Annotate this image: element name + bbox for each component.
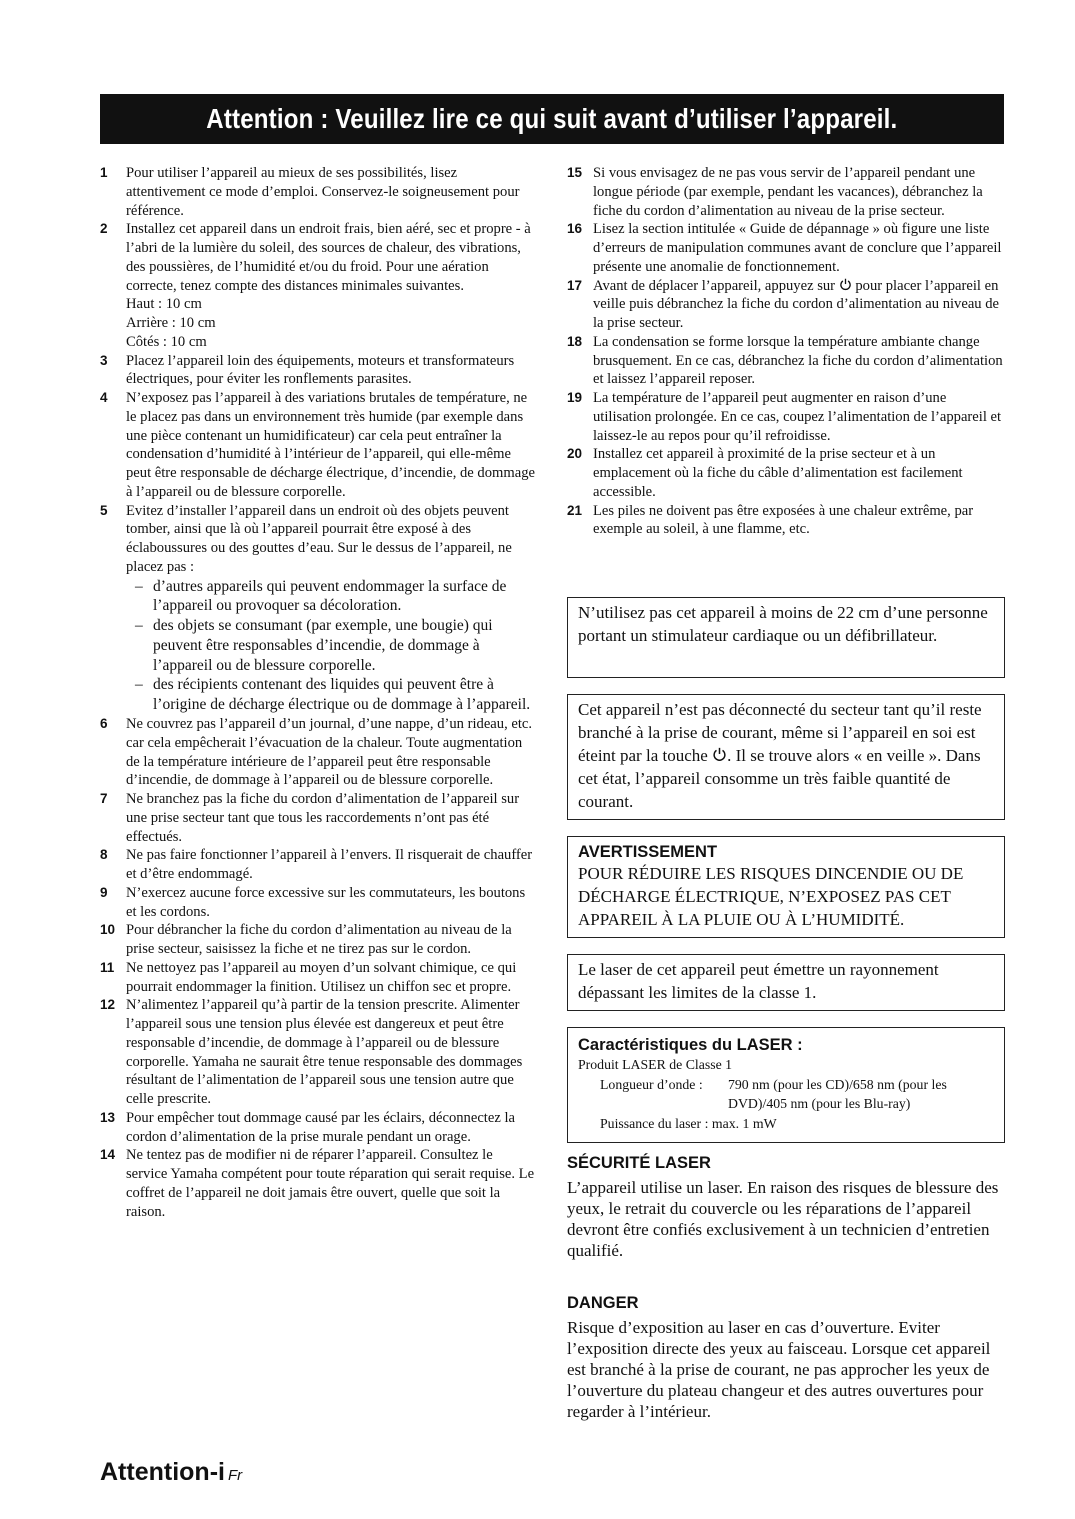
list-item-1 xyxy=(100,164,536,220)
dash-list-item: – des objets se consumant (par exemple, une bougie) qui peuvent être responsables d’incendie, de dommage à l’appareil ou de blessure corporelle. xyxy=(126,616,536,675)
item-number: 19 xyxy=(567,390,583,405)
laser-product-class: Produit LASER de Classe 1 xyxy=(578,1057,733,1072)
page-footer xyxy=(100,1458,242,1487)
item-number: 21 xyxy=(567,502,583,518)
dash-list-item: – d’autres appareils qui peuvent endommager la surface de l’appareil ou provoquer sa décoloration. xyxy=(126,577,536,617)
item-number: 2 xyxy=(100,221,108,237)
pacemaker-notice-text: N’utilisez pas cet appareil à moins de 22 cm d’une personne portant un stimulateur cardiaque ou un défibrillateur. xyxy=(578,603,988,645)
list-item-7 xyxy=(100,790,536,846)
item-number: 18 xyxy=(567,333,583,349)
item-text: Si vous envisagez de ne pas vous servir de l’appareil pendant une longue période (par exemple, pendant les vacances), débranchez la fiche du cordon d’alimentation au niveau de la prise secteur. xyxy=(593,165,983,219)
list-item-13 xyxy=(100,1109,536,1147)
pacemaker-notice-box xyxy=(567,597,1005,678)
laser-safety-text: L’appareil utilise un laser. En raison des risques de blessure des yeux, le retrait du couvercle ou les réparations de l’appareil devront être confiés exclusivement à un technicien d’entretien qualifié. xyxy=(567,1178,999,1260)
warning-heading: AVERTISSEMENT xyxy=(578,843,718,861)
list-item-6 xyxy=(100,715,536,790)
standby-notice-text xyxy=(578,698,994,813)
item-text: Placez l’appareil loin des équipements, moteurs et transformateurs électriques, pour éviter les ronflements parasites. xyxy=(126,352,515,388)
wavelength-label: Longueur d’onde : xyxy=(600,1076,703,1092)
list-item-10 xyxy=(100,921,536,959)
language-code: Fr xyxy=(227,1467,243,1484)
warning-box xyxy=(567,836,1005,938)
item-text: Pour empêcher tout dommage causé par les éclairs, déconnectez la cordon d’alimentation de la prise murale pendant un orage. xyxy=(126,1109,515,1145)
danger-heading: DANGER xyxy=(567,1294,639,1312)
wavelength-line-1: 790 nm (pour les CD)/658 nm (pour les xyxy=(728,1076,947,1092)
item-number: 13 xyxy=(100,1109,116,1125)
item-number: 4 xyxy=(100,390,108,405)
item-text: Ne nettoyez pas l’appareil au moyen d’un solvant chimique, ce qui pourrait endommager la finition. Utilisez un chiffon sec et propre. xyxy=(126,959,517,995)
list-item-9 xyxy=(100,884,536,922)
item-number: 20 xyxy=(567,446,583,462)
list-item-21 xyxy=(567,502,1005,540)
item-number: 3 xyxy=(100,352,108,368)
list-item-20 xyxy=(567,445,1005,501)
item-text: Installez cet appareil à proximité de la prise secteur et à un emplacement où la fiche du câble d’alimentation est facilement accessible. xyxy=(593,446,963,500)
list-item-5 xyxy=(100,502,536,716)
right-column xyxy=(567,164,1005,539)
standby-notice-box xyxy=(567,694,1005,820)
list-item-16 xyxy=(567,220,1005,276)
list-item-14 xyxy=(100,1146,536,1221)
list-item-8 xyxy=(100,846,536,884)
item-text: N’alimentez l’appareil qu’à partir de la tension prescrite. Alimenter l’appareil sous une tension plus élevée est dangereux et peut être responsable d’incendie, de dommage à l’appareil ou de blessure corporelle. Yamaha ne saurait être tenue responsable des dommages résultant de l’alimentation de l’appareil sous une tension autre que celle prescrite. xyxy=(126,997,523,1108)
list-item-3 xyxy=(100,352,536,390)
clearance-back: Arrière : 10 cm xyxy=(126,315,216,331)
clearance-sides: Côtés : 10 cm xyxy=(126,333,207,350)
wavelength-line-2: DVD)/405 nm (pour les Blu-ray) xyxy=(728,1096,911,1111)
item-number: 15 xyxy=(567,165,583,180)
page-title-banner xyxy=(100,94,1004,144)
item-text: Ne branchez pas la fiche du cordon d’alimentation de l’appareil sur une prise secteur tant que tous les raccordements n’ont pas été effectués. xyxy=(126,791,520,845)
list-item-11 xyxy=(100,959,536,997)
item-text: La température de l’appareil peut augmenter en raison d’une utilisation prolongée. En ce cas, coupez l’alimentation de l’appareil et laissez-le au repos pour qu’il refroidisse. xyxy=(593,390,1002,444)
laser-wavelength-row xyxy=(578,1075,994,1114)
dash-list-item: – des récipients contenant des liquides qui peuvent être à l’origine de décharge électrique ou de dommage à l’appareil. xyxy=(126,675,536,715)
item-text: Lisez la section intitulée « Guide de dépannage » où figure une liste d’erreurs de manipulation communes avant de conclure que l’appareil présente une anomalie de fonctionnement. xyxy=(593,221,1002,275)
item-number: 17 xyxy=(567,277,583,293)
item-number: 1 xyxy=(100,165,108,180)
item-number: 11 xyxy=(100,959,115,975)
item-text: Pour utiliser l’appareil au mieux de ses possibilités, lisez attentivement ce mode d’emploi. Conservez-le soigneusement pour référence. xyxy=(126,165,520,219)
power-icon xyxy=(712,747,727,762)
item-number: 5 xyxy=(100,502,108,518)
item-text-after: pour placer l’appareil en veille puis débranchez la fiche du cordon d’alimentation au niveau de la prise secteur. xyxy=(593,277,1000,331)
item-number: 9 xyxy=(100,884,108,900)
item-number: 12 xyxy=(100,997,116,1013)
laser-safety-heading: SÉCURITÉ LASER xyxy=(567,1154,711,1172)
item-number: 16 xyxy=(567,221,583,237)
item-number: 10 xyxy=(100,922,116,938)
warning-text: POUR RÉDUIRE LES RISQUES DINCENDIE OU DE DÉCHARGE ÉLECTRIQUE, N’EXPOSEZ PAS CET APPAREIL À LA PLUIE OU À L’HUMIDITÉ. xyxy=(578,864,964,929)
dash-list xyxy=(126,577,536,716)
laser-power: Puissance du laser : max. 1 mW xyxy=(600,1115,777,1131)
standby-text-before: Cet appareil n’est pas déconnecté du secteur tant qu’il reste branché à la prise de courant, même si l’appareil en soi est éteint par la touche xyxy=(578,700,982,765)
item-text: La condensation se forme lorsque la température ambiante change brusquement. En ce cas, débranchez la fiche du cordon d’alimentation et laissez l’appareil reposer. xyxy=(593,333,1003,388)
item-text: N’exposez pas l’appareil à des variations brutales de température, ne le placez pas dans un environnement très humide (par exemple dans une pièce contenant un humidificateur) car cela peut entraîner la condensation d’humidité à l’intérieur de l’appareil, qui elle-même peut être responsable de décharge électrique, d’incendie, de dommage à l’appareil ou de blessure corporelle. xyxy=(126,390,535,500)
standby-text-after: . Il se trouve alors « en veille ». Dans cet état, l’appareil consomme un très faible quantité de courant. xyxy=(578,746,981,811)
list-item-2 xyxy=(100,220,536,351)
list-item-18 xyxy=(567,333,1005,389)
item-text: N’exercez aucune force excessive sur les commutateurs, les boutons et les cordons. xyxy=(126,884,526,920)
item-number: 6 xyxy=(100,716,108,732)
wavelength-values xyxy=(728,1075,947,1114)
item-text: Installez cet appareil dans un endroit frais, bien aéré, sec et propre - à l’abri de la lumière du soleil, des sources de chaleur, des vibrations, des poussières, de l’humidité et/ou du froid. Pour une aération correcte, tenez compte des distances minimales suivantes. xyxy=(126,221,531,294)
item-text-before: Avant de déplacer l’appareil, appuyez sur xyxy=(593,277,836,294)
item-number: 14 xyxy=(100,1147,116,1163)
item-text: Pour débrancher la fiche du cordon d’alimentation au niveau de la prise secteur, saisissez la fiche et ne tirez pas sur le cordon. xyxy=(126,922,512,958)
power-icon xyxy=(839,278,852,291)
item-text: Les piles ne doivent pas être exposées à une chaleur extrême, par exemple au soleil, à une flamme, etc. xyxy=(593,502,974,538)
list-item-19 xyxy=(567,389,1005,445)
item-text: Ne tentez pas de modifier ni de réparer l’appareil. Consultez le service Yamaha compétent pour toute réparation qui serait requise. Le coffret de l’appareil ne doit jamais être ouvert, quelle que soit la raison. xyxy=(126,1147,535,1220)
item-text xyxy=(593,277,1005,333)
clearance-top: Haut : 10 cm xyxy=(126,296,202,313)
laser-class-box xyxy=(567,954,1005,1011)
item-text: Ne couvrez pas l’appareil d’un journal, d’une nappe, d’un rideau, etc. car cela empêcherait l’évacuation de la chaleur. Toute augmentation de la température intérieure de l’appareil peut être responsable d’incendie, de dommage à l’appareil ou de blessure corporelle. xyxy=(126,716,533,789)
list-item-17 xyxy=(567,277,1005,333)
item-number: 7 xyxy=(100,791,108,807)
page-title: Attention : Veuillez lire ce qui suit avant d’utiliser l’appareil. xyxy=(206,103,898,134)
page-number: Attention-i xyxy=(100,1458,225,1486)
item-number: 8 xyxy=(100,847,108,863)
list-item-12 xyxy=(100,996,536,1109)
laser-class-text: Le laser de cet appareil peut émettre un rayonnement dépassant les limites de la classe 1. xyxy=(578,960,939,1002)
list-item-4 xyxy=(100,389,536,502)
laser-specs-heading: Caractéristiques du LASER : xyxy=(578,1036,803,1054)
item-text: Ne pas faire fonctionner l’appareil à l’envers. Il risquerait de chauffer et d’être endommagé. xyxy=(126,847,533,883)
danger-text: Risque d’exposition au laser en cas d’ouverture. Eviter l’exposition directe des yeux au faisceau. Lorsque cet appareil est branché à la prise de courant, ne pas approcher les yeux de l’ouverture du plateau changeur et des autres ouvertures pour regarder à l’intérieur. xyxy=(567,1318,991,1421)
list-item-15 xyxy=(567,164,1005,220)
left-column xyxy=(100,164,536,1221)
item-text: Evitez d’installer l’appareil dans un endroit où des objets peuvent tomber, ainsi que là où l’appareil pourrait être exposé à des éclaboussures ou des gouttes d’eau. Sur le dessus de l’appareil, ne placez pas : xyxy=(126,502,512,575)
laser-specs-box xyxy=(567,1027,1005,1143)
